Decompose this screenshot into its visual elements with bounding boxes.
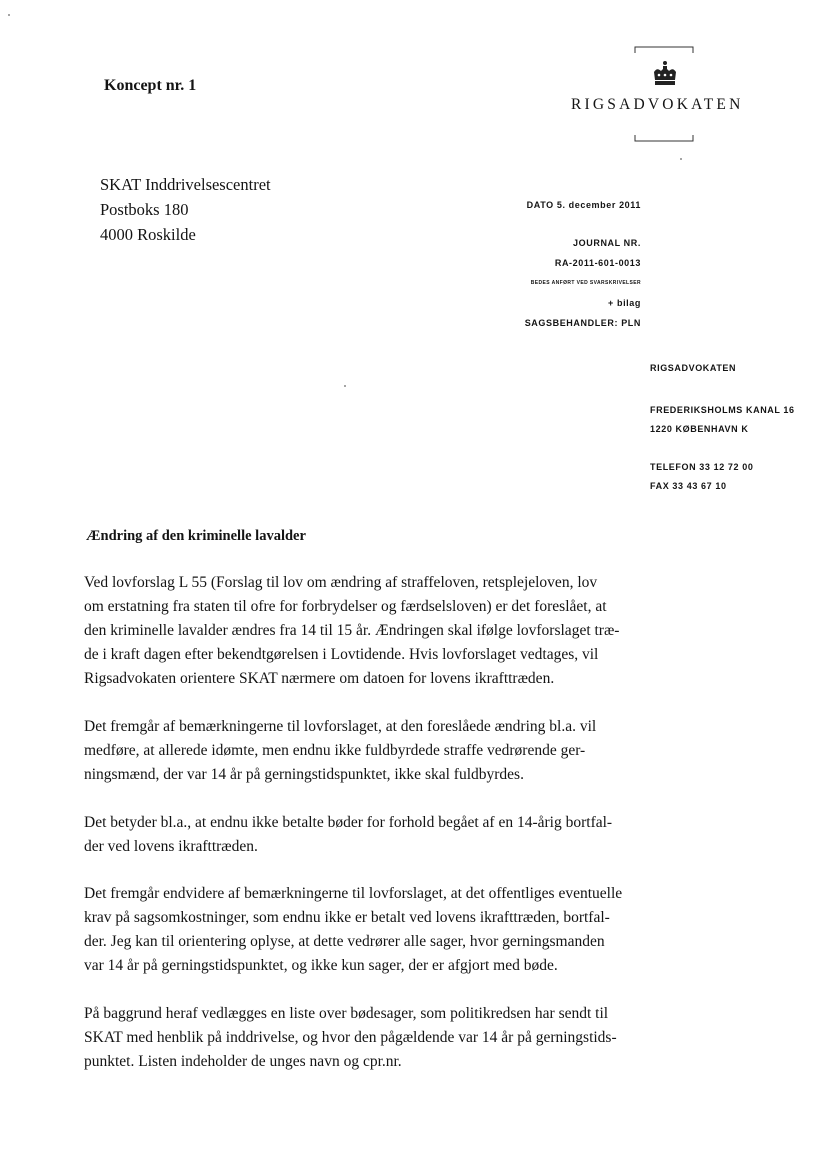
scan-speck	[344, 385, 346, 387]
scan-speck	[680, 158, 682, 160]
body-line: om erstatning fra staten til ofre for forbrydelser og færdselsloven) er det foreslået, at	[84, 598, 607, 615]
sender-fax: FAX 33 43 67 10	[650, 481, 727, 491]
letter-subject: Ændring af den kriminelle lavalder	[86, 528, 306, 544]
recipient-line: SKAT Inddrivelsescentret	[100, 175, 271, 194]
body-line: krav på sagsomkostninger, som endnu ikke er betalt ved lovens ikrafttræden, bortfal-	[84, 909, 610, 926]
bracket-top-mark	[634, 44, 694, 54]
recipient-line: 4000 Roskilde	[100, 225, 196, 244]
concept-number: Koncept nr. 1	[104, 77, 197, 94]
body-line: ningsmænd, der var 14 år på gerningstidspunktet, ikke skal fuldbyrdes.	[84, 766, 524, 783]
body-line: Det betyder bl.a., at endnu ikke betalte bøder for forhold begået af en 14-årig bortfal-	[84, 814, 613, 831]
body-line: var 14 år på gerningstidspunktet, og ikke kun sager, der er afgjort med bøde.	[84, 957, 558, 974]
reference-note: BEDES ANFØRT VED SVARSKRIVELSER	[530, 280, 641, 286]
caseworker: SAGSBEHANDLER: PLN	[524, 318, 641, 328]
recipient-line: Postboks 180	[100, 200, 189, 219]
body-line: medføre, at allerede idømte, men endnu ikke fuldbyrdede straffe vedrørende ger-	[84, 742, 586, 759]
crown-icon	[650, 60, 680, 88]
sender-org: RIGSADVOKATEN	[650, 363, 737, 373]
scan-speck	[8, 14, 10, 16]
body-line: Rigsadvokaten orientere SKAT nærmere om datoen for lovens ikrafttræden.	[84, 670, 555, 687]
bracket-bottom-mark	[634, 134, 694, 144]
sender-city: 1220 KØBENHAVN K	[650, 424, 749, 434]
journal-number: RA-2011-601-0013	[554, 258, 641, 268]
attachments-note: + bilag	[608, 298, 641, 308]
body-line: de i kraft dagen efter bekendtgørelsen i Lovtidende. Hvis lovforslaget vedtages, vil	[84, 646, 599, 663]
body-line: Det fremgår af bemærkningerne til lovforslaget, at den foreslåede ændring bl.a. vil	[84, 718, 597, 735]
body-line: Det fremgår endvidere af bemærkningerne til lovforslaget, at det offentliges eventuelle	[84, 885, 623, 902]
body-paragraph	[84, 882, 644, 978]
letter-date: DATO 5. december 2011	[526, 200, 641, 210]
body-paragraph	[84, 811, 644, 859]
journal-label: JOURNAL NR.	[573, 238, 641, 248]
body-paragraph	[84, 715, 644, 787]
sender-street: FREDERIKSHOLMS KANAL 16	[650, 405, 795, 415]
body-line: På baggrund heraf vedlægges en liste over bødesager, som politikredsen har sendt til	[84, 1005, 609, 1022]
body-paragraph	[84, 571, 644, 691]
body-line: punktet. Listen indeholder de unges navn og cpr.nr.	[84, 1053, 402, 1070]
brand-wordmark: RIGSADVOKATEN	[571, 96, 744, 113]
body-line: der. Jeg kan til orientering oplyse, at dette vedrører alle sager, hvor gerningsmanden	[84, 933, 605, 950]
body-paragraph	[84, 1002, 644, 1074]
body-line: der ved lovens ikrafttræden.	[84, 838, 258, 855]
body-line: den kriminelle lavalder ændres fra 14 til 15 år. Ændringen skal ifølge lovforslaget træ-	[84, 622, 620, 639]
sender-phone: TELEFON 33 12 72 00	[650, 462, 754, 472]
body-line: Ved lovforslag L 55 (Forslag til lov om ændring af straffeloven, retsplejeloven, lov	[84, 574, 598, 591]
body-line: SKAT med henblik på inddrivelse, og hvor den pågældende var 14 år på gerningstids-	[84, 1029, 617, 1046]
recipient-address	[100, 172, 271, 247]
